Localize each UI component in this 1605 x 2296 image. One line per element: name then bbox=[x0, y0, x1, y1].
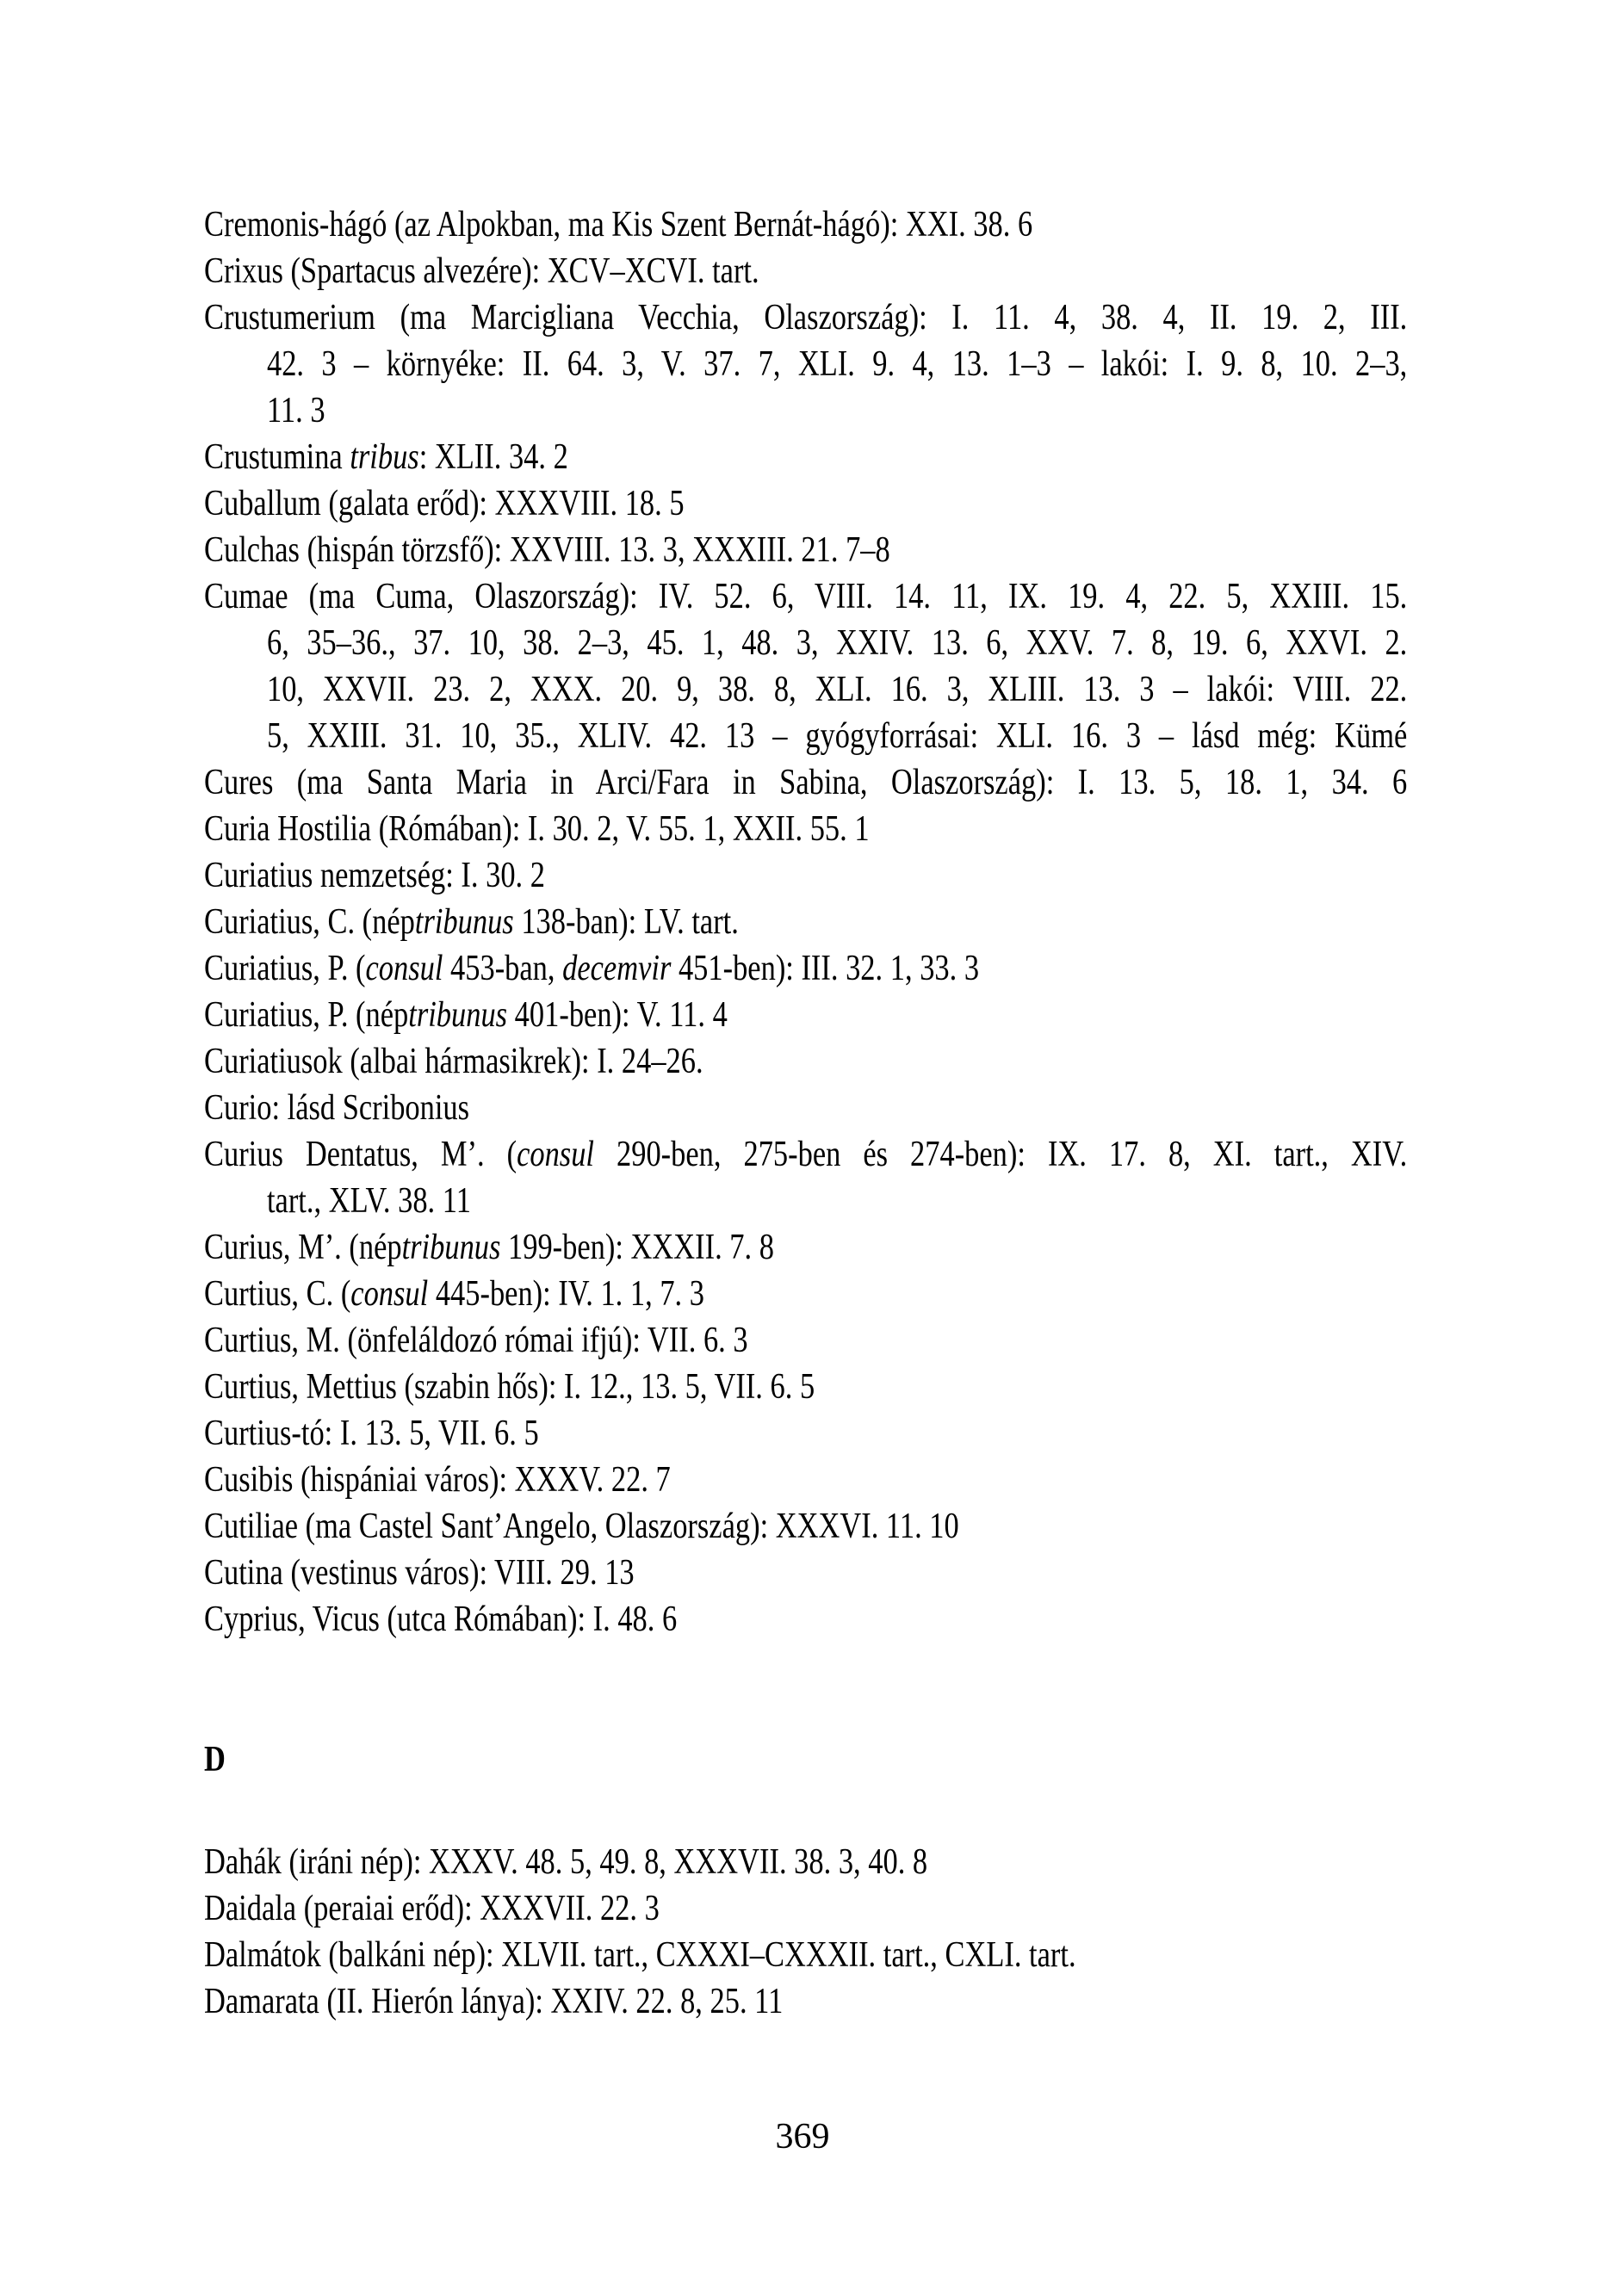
entry-text: Crustumerium (ma Marcigliana Vecchia, Olaszország): I. 11. 4, 38. 4, II. 19. 2, III. bbox=[204, 298, 1408, 337]
entry-text: Curtius-tó: I. 13. 5, VII. 6. 5 bbox=[204, 1414, 539, 1453]
entry-line bbox=[204, 387, 1407, 434]
index-entry bbox=[204, 759, 1407, 806]
entry-line bbox=[204, 573, 1407, 620]
entry-line bbox=[204, 527, 1407, 573]
index-entry bbox=[204, 1503, 1407, 1550]
entry-line bbox=[204, 1224, 1407, 1271]
entry-text: Curiatius, P. ( bbox=[204, 949, 366, 988]
entry-text: Cremonis-hágó (az Alpokban, ma Kis Szent Bernát-hágó): XXI. 38. 6 bbox=[204, 205, 1033, 244]
index-entry bbox=[204, 1932, 1407, 1978]
entry-line bbox=[204, 1085, 1407, 1131]
index-entry bbox=[204, 573, 1407, 759]
entry-text: Curius Dentatus, M’. ( bbox=[204, 1135, 517, 1174]
entry-text: 42. 3 – környéke: II. 64. 3, V. 37. 7, XLI. 9. 4, 13. 1–3 – lakói: I. 9. 8, 10. 2–3, bbox=[266, 344, 1408, 384]
entry-line bbox=[204, 1317, 1407, 1364]
entry-text: Cutina (vestinus város): VIII. 29. 13 bbox=[204, 1553, 635, 1593]
entry-text: : XLII. 34. 2 bbox=[418, 437, 568, 477]
entry-text: Cuballum (galata erőd): XXXVIII. 18. 5 bbox=[204, 484, 685, 523]
entry-text: Cusibis (hispániai város): XXXV. 22. 7 bbox=[204, 1460, 671, 1500]
entry-text: Curiatiusok (albai hármasikrek): I. 24–26. bbox=[204, 1042, 703, 1081]
entry-line bbox=[204, 1131, 1407, 1178]
entry-line bbox=[204, 1038, 1407, 1085]
entry-line bbox=[204, 201, 1407, 248]
entry-line bbox=[204, 666, 1407, 713]
entry-text: Curtius, M. (önfeláldozó római ifjú): VII. 6. 3 bbox=[204, 1321, 748, 1360]
index-entry bbox=[204, 1885, 1407, 1932]
entry-line bbox=[204, 1178, 1407, 1224]
index-entry bbox=[204, 1131, 1407, 1224]
entry-line bbox=[204, 852, 1407, 899]
index-entry bbox=[204, 1364, 1407, 1410]
index-entry bbox=[204, 1271, 1407, 1317]
entry-line bbox=[204, 1932, 1407, 1978]
entry-text: 138-ban): LV. tart. bbox=[513, 902, 739, 942]
entry-line bbox=[204, 1503, 1407, 1550]
entry-text: 6, 35–36., 37. 10, 38. 2–3, 45. 1, 48. 3, XXIV. 13. 6, XXV. 7. 8, 19. 6, XXVI. 2. bbox=[266, 623, 1408, 663]
entry-line bbox=[204, 480, 1407, 527]
entry-line bbox=[204, 1978, 1407, 2025]
index-entry bbox=[204, 434, 1407, 480]
index-entry bbox=[204, 852, 1407, 899]
entry-text: Cumae (ma Cuma, Olaszország): IV. 52. 6, VIII. 14. 11, IX. 19. 4, 22. 5, XXIII. 15. bbox=[204, 577, 1408, 616]
entry-text: Curius, M’. (nép bbox=[204, 1228, 402, 1267]
index-entry bbox=[204, 1978, 1407, 2025]
index-entry bbox=[204, 1085, 1407, 1131]
index-entry bbox=[204, 806, 1407, 852]
entry-line bbox=[204, 1271, 1407, 1317]
entry-line bbox=[204, 899, 1407, 945]
entry-line bbox=[204, 992, 1407, 1038]
entry-text: Culchas (hispán törzsfő): XXVIII. 13. 3, XXXIII. 21. 7–8 bbox=[204, 530, 890, 570]
entry-text: 11. 3 bbox=[266, 391, 325, 430]
entry-text: Crixus (Spartacus alvezére): XCV–XCVI. tart. bbox=[204, 251, 759, 291]
entry-text: Cutiliae (ma Castel Sant’Angelo, Olaszország): XXXVI. 11. 10 bbox=[204, 1507, 959, 1546]
index-entry bbox=[204, 1317, 1407, 1364]
entry-text: 451-ben): III. 32. 1, 33. 3 bbox=[671, 949, 980, 988]
entry-text: Crustumina bbox=[204, 437, 350, 477]
page-number: 369 bbox=[775, 2117, 830, 2157]
italic-term: tribunus bbox=[414, 902, 514, 942]
index-entry bbox=[204, 248, 1407, 294]
index-body bbox=[204, 201, 1407, 2025]
italic-term: tribunus bbox=[401, 1228, 501, 1267]
italic-term: consul bbox=[517, 1135, 594, 1174]
entry-line bbox=[204, 620, 1407, 666]
entry-text: Curtius, C. ( bbox=[204, 1274, 351, 1314]
entry-text: Curia Hostilia (Rómában): I. 30. 2, V. 55. 1, XXII. 55. 1 bbox=[204, 809, 870, 849]
entry-text: Curtius, Mettius (szabin hős): I. 12., 13. 5, VII. 6. 5 bbox=[204, 1367, 815, 1407]
index-entry bbox=[204, 945, 1407, 992]
entry-text: 10, XXVII. 23. 2, XXX. 20. 9, 38. 8, XLI. 16. 3, XLIII. 13. 3 – lakói: VIII. 22. bbox=[266, 670, 1408, 709]
italic-term: tribunus bbox=[408, 995, 508, 1035]
entry-line bbox=[204, 1410, 1407, 1457]
entry-text: Cures (ma Santa Maria in Arci/Fara in Sabina, Olaszország): I. 13. 5, 18. 1, 34. 6 bbox=[204, 763, 1408, 802]
entry-text: 453-ban, bbox=[443, 949, 563, 988]
index-entry bbox=[204, 1839, 1407, 1885]
index-entry bbox=[204, 1224, 1407, 1271]
entry-text: Curio: lásd Scribonius bbox=[204, 1088, 470, 1128]
entry-line bbox=[204, 1596, 1407, 1643]
entry-text: Curiatius, P. (nép bbox=[204, 995, 409, 1035]
entry-text: Dahák (iráni nép): XXXV. 48. 5, 49. 8, XXXVII. 38. 3, 40. 8 bbox=[204, 1842, 928, 1882]
italic-term: consul bbox=[365, 949, 443, 988]
entry-line bbox=[204, 1839, 1407, 1885]
index-entry bbox=[204, 1550, 1407, 1596]
entry-line bbox=[204, 1550, 1407, 1596]
index-entry bbox=[204, 1038, 1407, 1085]
italic-term: tribus bbox=[350, 437, 419, 477]
index-entry bbox=[204, 201, 1407, 248]
entry-line bbox=[204, 294, 1407, 341]
entry-text: Damarata (II. Hierón lánya): XXIV. 22. 8, 25. 11 bbox=[204, 1982, 784, 2021]
entry-text: Dalmátok (balkáni nép): XLVII. tart., CXXXI–CXXXII. tart., CXLI. tart. bbox=[204, 1935, 1076, 1975]
entry-text: Cyprius, Vicus (utca Rómában): I. 48. 6 bbox=[204, 1600, 678, 1639]
entry-text: 5, XXIII. 31. 10, 35., XLIV. 42. 13 – gyógyforrásai: XLI. 16. 3 – lásd még: Kümé bbox=[266, 716, 1408, 756]
index-entry bbox=[204, 294, 1407, 434]
entry-line bbox=[204, 434, 1407, 480]
entry-line bbox=[204, 713, 1407, 759]
entry-text: tart., XLV. 38. 11 bbox=[266, 1181, 471, 1221]
index-entry bbox=[204, 1596, 1407, 1643]
entry-line bbox=[204, 1885, 1407, 1932]
entry-text: 445-ben): IV. 1. 1, 7. 3 bbox=[428, 1274, 704, 1314]
entry-line bbox=[204, 1457, 1407, 1503]
entry-text: Curiatius, C. (nép bbox=[204, 902, 415, 942]
entry-line bbox=[204, 806, 1407, 852]
italic-term: consul bbox=[350, 1274, 429, 1314]
entry-text: Curiatius nemzetség: I. 30. 2 bbox=[204, 856, 545, 895]
entry-text: 290-ben, 275-ben és 274-ben): IX. 17. 8, XI. tart., XIV. bbox=[593, 1135, 1408, 1174]
entry-text: 199-ben): XXXII. 7. 8 bbox=[500, 1228, 774, 1267]
index-entry bbox=[204, 527, 1407, 573]
index-entry bbox=[204, 480, 1407, 527]
entry-text: Daidala (peraiai erőd): XXXVII. 22. 3 bbox=[204, 1889, 660, 1928]
entry-text: 401-ben): V. 11. 4 bbox=[507, 995, 728, 1035]
entry-line bbox=[204, 1364, 1407, 1410]
index-entry bbox=[204, 992, 1407, 1038]
index-entry bbox=[204, 899, 1407, 945]
section-heading: D bbox=[204, 1740, 226, 1779]
entry-line bbox=[204, 341, 1407, 387]
entry-line bbox=[204, 248, 1407, 294]
entry-line bbox=[204, 759, 1407, 806]
entry-line bbox=[204, 945, 1407, 992]
index-entry bbox=[204, 1410, 1407, 1457]
italic-term: decemvir bbox=[562, 949, 672, 988]
index-entry bbox=[204, 1457, 1407, 1503]
